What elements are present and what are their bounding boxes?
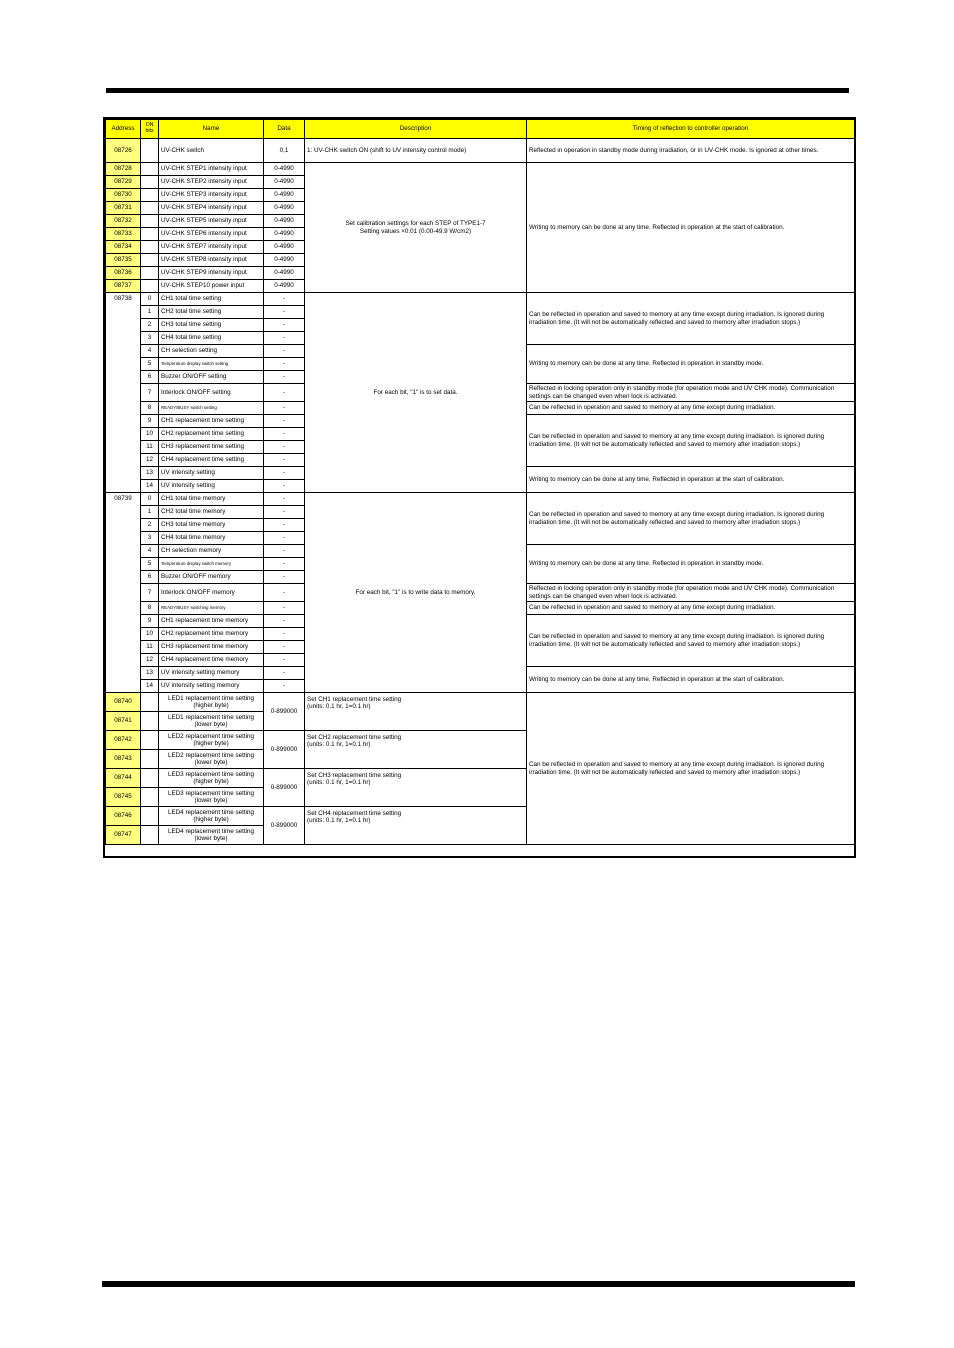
- data-cell: -: [264, 371, 305, 384]
- timing-cell: Writing to memory can be done at any time. Reflected in operation in standby mode.: [527, 545, 855, 584]
- bit-cell: 13: [141, 467, 159, 480]
- name-cell: CH3 total time memory: [159, 519, 264, 532]
- data-cell: -: [264, 602, 305, 615]
- data-cell: 0-4990: [264, 189, 305, 202]
- data-cell: -: [264, 628, 305, 641]
- name-cell-line: (lower byte): [194, 835, 228, 842]
- description-cell: 1: UV-CHK switch ON (shift to UV intensity control mode): [305, 139, 527, 163]
- name-cell-line: LED3 replacement time setting: [167, 789, 255, 797]
- data-cell: -: [264, 428, 305, 441]
- name-cell: CH3 total time setting: [159, 319, 264, 332]
- bit-cell: [141, 189, 159, 202]
- name-cell: CH2 total time memory: [159, 506, 264, 519]
- bit-cell: 6: [141, 371, 159, 384]
- top-rule: [106, 88, 849, 93]
- name-cell-line: LED2 replacement time setting: [167, 751, 255, 759]
- data-cell: 0,1: [264, 139, 305, 163]
- header-address: Address: [106, 120, 141, 139]
- description-cell: [305, 731, 527, 769]
- name-cell-line: LED2 replacement time setting: [167, 732, 255, 740]
- bit-cell: 9: [141, 415, 159, 428]
- name-cell-line: (lower byte): [194, 759, 228, 766]
- name-cell-line: (higher byte): [193, 740, 229, 747]
- bit-cell: [141, 750, 159, 769]
- bit-cell: 8: [141, 402, 159, 415]
- data-cell: -: [264, 519, 305, 532]
- table-row: [106, 163, 855, 176]
- name-cell-line: (lower byte): [194, 797, 228, 804]
- data-cell: -: [264, 306, 305, 319]
- bit-cell: 4: [141, 545, 159, 558]
- data-cell: -: [264, 545, 305, 558]
- timing-cell: Can be reflected in operation and saved to memory at any time except during irradiation. Is ignored during irradiation time. (It will not be automatically reflected and saved to memory after irradiation stops.): [527, 693, 855, 845]
- bit-cell: [141, 267, 159, 280]
- name-cell-line: LED1 replacement time setting: [167, 694, 255, 702]
- name-cell: UV intensity setting: [159, 467, 264, 480]
- address-cell: 08745: [106, 788, 141, 807]
- name-cell: CH2 replacement time memory: [159, 628, 264, 641]
- name-cell: CH1 replacement time setting: [159, 415, 264, 428]
- name-cell: CH1 total time setting: [159, 293, 264, 306]
- header-on-bits: ON bits: [141, 120, 159, 139]
- address-cell: 08747: [106, 826, 141, 845]
- bit-cell: 1: [141, 506, 159, 519]
- name-cell: CH2 replacement time setting: [159, 428, 264, 441]
- data-cell: -: [264, 441, 305, 454]
- name-cell: UV-CHK STEP3 intensity input: [159, 189, 264, 202]
- data-cell: -: [264, 402, 305, 415]
- bit-cell: [141, 163, 159, 176]
- name-cell-line: LED3 replacement time setting: [167, 770, 255, 778]
- bit-cell: 9: [141, 615, 159, 628]
- address-cell: 08738: [106, 293, 141, 493]
- name-cell: [159, 750, 264, 769]
- name-cell: [159, 769, 264, 788]
- bit-cell: 11: [141, 641, 159, 654]
- data-cell: -: [264, 358, 305, 371]
- header-description: Description: [305, 120, 527, 139]
- bottom-rule: [102, 1281, 855, 1287]
- bit-cell: [141, 826, 159, 845]
- bit-cell: 5: [141, 358, 159, 371]
- description-cell-line: Set calibration settings for each STEP of TYPE1-7: [345, 220, 486, 228]
- bit-cell: 11: [141, 441, 159, 454]
- description-cell-line: Set CH3 replacement time setting: [307, 772, 402, 779]
- name-cell: Buzzer ON/OFF memory: [159, 571, 264, 584]
- address-cell: 08741: [106, 712, 141, 731]
- description-cell: For each bit, "1" is to write data to memory.: [305, 493, 527, 693]
- name-cell-line: LED4 replacement time setting: [167, 827, 255, 835]
- data-cell: 0-899000: [264, 731, 305, 769]
- address-cell: 08728: [106, 163, 141, 176]
- name-cell-line: (higher byte): [193, 702, 229, 709]
- timing-cell: Can be reflected in operation and saved to memory at any time except during irradiation. Is ignored during irradiation time. (It will not be automatically reflected and saved to memory after irradiation stops.): [527, 415, 855, 467]
- header-name: Name: [159, 120, 264, 139]
- name-cell: [159, 826, 264, 845]
- name-cell: Temperature display switch memory: [159, 558, 264, 571]
- timing-cell: Writing to memory can be done at any time. Reflected in operation at the start of calibration.: [527, 667, 855, 693]
- data-cell: -: [264, 571, 305, 584]
- name-cell: [159, 712, 264, 731]
- bit-cell: [141, 788, 159, 807]
- name-cell: UV-CHK STEP4 intensity input: [159, 202, 264, 215]
- description-cell-line: Set CH1 replacement time setting: [307, 696, 402, 703]
- timing-cell: Can be reflected in operation and saved to memory at any time except during irradiation.: [527, 602, 855, 615]
- bit-cell: [141, 712, 159, 731]
- bit-cell: 14: [141, 680, 159, 693]
- data-cell: 0-4990: [264, 215, 305, 228]
- bit-cell: [141, 215, 159, 228]
- bit-cell: 0: [141, 293, 159, 306]
- address-cell: 08726: [106, 139, 141, 163]
- register-table-frame: [103, 117, 856, 858]
- bit-cell: 12: [141, 654, 159, 667]
- name-cell-line: (lower byte): [194, 721, 228, 728]
- description-cell: [305, 693, 527, 731]
- data-cell: -: [264, 480, 305, 493]
- name-cell: READY/BUSY switch setting: [159, 402, 264, 415]
- bit-cell: 6: [141, 571, 159, 584]
- name-cell: Temperature display switch setting: [159, 358, 264, 371]
- description-cell: [305, 769, 527, 807]
- bit-cell: 7: [141, 584, 159, 602]
- data-cell: 0-4990: [264, 254, 305, 267]
- description-cell-line: Set CH2 replacement time setting: [307, 734, 402, 741]
- data-cell: 0-4990: [264, 228, 305, 241]
- bit-cell: 3: [141, 332, 159, 345]
- address-cell: 08735: [106, 254, 141, 267]
- timing-cell: Reflected in operation in standby mode during irradiation, or in UV-CHK mode. Is ignored at other times.: [527, 139, 855, 163]
- bit-cell: 14: [141, 480, 159, 493]
- bit-cell: 4: [141, 345, 159, 358]
- data-cell: -: [264, 615, 305, 628]
- name-cell-line: (higher byte): [193, 816, 229, 823]
- name-cell: CH1 total time memory: [159, 493, 264, 506]
- name-cell: UV-CHK STEP5 intensity input: [159, 215, 264, 228]
- name-cell: CH4 total time setting: [159, 332, 264, 345]
- address-cell: 08742: [106, 731, 141, 750]
- timing-cell: Reflected in locking operation only in standby mode (for operation mode and UV CHK mode). Communication settings can be changed even when lock is activated.: [527, 384, 855, 402]
- name-cell: UV-CHK STEP10 power input: [159, 280, 264, 293]
- name-cell-line: LED1 replacement time setting: [167, 713, 255, 721]
- name-cell: Interlock ON/OFF setting: [159, 384, 264, 402]
- data-cell: 0-899000: [264, 693, 305, 731]
- name-cell: Interlock ON/OFF memory: [159, 584, 264, 602]
- data-cell: -: [264, 467, 305, 480]
- description-cell-line: Set CH4 replacement time setting: [307, 810, 402, 817]
- bit-cell: [141, 693, 159, 712]
- table-row: [106, 293, 855, 306]
- data-cell: -: [264, 454, 305, 467]
- bit-cell: [141, 731, 159, 750]
- name-cell: [159, 693, 264, 712]
- address-cell: 08740: [106, 693, 141, 712]
- timing-cell: Can be reflected in operation and saved to memory at any time except during irradiation. Is ignored during irradiation time. (It will not be automatically reflected and saved to memory after irradiation stops.): [527, 615, 855, 667]
- name-cell: CH4 replacement time setting: [159, 454, 264, 467]
- data-cell: 0-4990: [264, 241, 305, 254]
- bit-cell: 10: [141, 628, 159, 641]
- data-cell: -: [264, 654, 305, 667]
- name-cell: UV intensity setting memory: [159, 680, 264, 693]
- description-cell: For each bit, "1" is to set data.: [305, 293, 527, 493]
- table-row: [106, 693, 855, 712]
- name-cell: CH2 total time setting: [159, 306, 264, 319]
- data-cell: -: [264, 415, 305, 428]
- name-cell: UV-CHK switch: [159, 139, 264, 163]
- bit-cell: [141, 241, 159, 254]
- data-cell: -: [264, 558, 305, 571]
- description-cell-line: (units: 0.1 hr, 1=0.1 hr): [307, 703, 371, 711]
- header-row: [106, 120, 855, 139]
- data-cell: -: [264, 345, 305, 358]
- table-row: [106, 139, 855, 163]
- address-cell: 08746: [106, 807, 141, 826]
- bit-cell: 7: [141, 384, 159, 402]
- address-cell: 08732: [106, 215, 141, 228]
- timing-cell: Writing to memory can be done at any time. Reflected in operation at the start of calibration.: [527, 163, 855, 293]
- address-cell: 08739: [106, 493, 141, 693]
- timing-cell: Can be reflected in operation and saved to memory at any time except during irradiation. Is ignored during irradiation time. (It will not be automatically reflected and saved to memory after irradiation stops.): [527, 493, 855, 545]
- bit-cell: [141, 769, 159, 788]
- timing-cell: Can be reflected in operation and saved to memory at any time except during irradiation. Is ignored during irradiation time. (It will not be automatically reflected and saved to memory after irradiation stops.): [527, 293, 855, 345]
- data-cell: -: [264, 680, 305, 693]
- name-cell: CH selection setting: [159, 345, 264, 358]
- header-timing: Timing of reflection to controller operation: [527, 120, 855, 139]
- name-cell: UV-CHK STEP7 intensity input: [159, 241, 264, 254]
- data-cell: 0-4990: [264, 267, 305, 280]
- bit-cell: [141, 228, 159, 241]
- bit-cell: 12: [141, 454, 159, 467]
- data-cell: 0-4990: [264, 202, 305, 215]
- data-cell: -: [264, 493, 305, 506]
- table-row: [106, 493, 855, 506]
- bit-cell: 0: [141, 493, 159, 506]
- bit-cell: [141, 139, 159, 163]
- register-table: [105, 119, 855, 845]
- timing-cell: Writing to memory can be done at any time. Reflected in operation in standby mode.: [527, 345, 855, 384]
- name-cell: CH4 replacement time memory: [159, 654, 264, 667]
- name-cell: UV-CHK STEP1 intensity input: [159, 163, 264, 176]
- data-cell: 0-4990: [264, 280, 305, 293]
- bit-cell: 1: [141, 306, 159, 319]
- bit-cell: [141, 807, 159, 826]
- data-cell: -: [264, 506, 305, 519]
- data-cell: 0-4990: [264, 176, 305, 189]
- address-cell: 08744: [106, 769, 141, 788]
- data-cell: -: [264, 293, 305, 306]
- description-cell: [305, 807, 527, 845]
- bit-cell: 2: [141, 319, 159, 332]
- description-cell-line: (units: 0.1 hr, 1=0.1 hr): [307, 817, 371, 825]
- name-cell-line: (higher byte): [193, 778, 229, 785]
- name-cell: UV intensity setting: [159, 480, 264, 493]
- bit-cell: [141, 254, 159, 267]
- bit-cell: 5: [141, 558, 159, 571]
- bit-cell: 8: [141, 602, 159, 615]
- name-cell: CH3 replacement time memory: [159, 641, 264, 654]
- bit-cell: 2: [141, 519, 159, 532]
- address-cell: 08730: [106, 189, 141, 202]
- name-cell: UV-CHK STEP8 intensity input: [159, 254, 264, 267]
- name-cell: UV intensity setting memory: [159, 667, 264, 680]
- data-cell: -: [264, 384, 305, 402]
- description-cell-line: Setting values ×0.01 (0.00-49.9 W/cm2): [359, 227, 472, 235]
- timing-cell: Writing to memory can be done at any time. Reflected in operation at the start of calibration.: [527, 467, 855, 493]
- name-cell: Buzzer ON/OFF setting: [159, 371, 264, 384]
- data-cell: -: [264, 332, 305, 345]
- address-cell: 08736: [106, 267, 141, 280]
- name-cell: UV-CHK STEP6 intensity input: [159, 228, 264, 241]
- name-cell: [159, 807, 264, 826]
- bit-cell: 13: [141, 667, 159, 680]
- bit-cell: 10: [141, 428, 159, 441]
- data-cell: -: [264, 319, 305, 332]
- name-cell: UV-CHK STEP2 intensity input: [159, 176, 264, 189]
- address-cell: 08737: [106, 280, 141, 293]
- data-cell: 0-899000: [264, 807, 305, 845]
- address-cell: 08733: [106, 228, 141, 241]
- description-cell: [305, 163, 527, 293]
- data-cell: -: [264, 584, 305, 602]
- data-cell: -: [264, 641, 305, 654]
- address-cell: 08743: [106, 750, 141, 769]
- bit-cell: [141, 202, 159, 215]
- bit-cell: [141, 176, 159, 189]
- data-cell: -: [264, 532, 305, 545]
- name-cell: CH3 replacement time setting: [159, 441, 264, 454]
- address-cell: 08729: [106, 176, 141, 189]
- data-cell: 0-899000: [264, 769, 305, 807]
- name-cell: UV-CHK STEP9 intensity input: [159, 267, 264, 280]
- name-cell: [159, 731, 264, 750]
- address-cell: 08731: [106, 202, 141, 215]
- description-cell-line: (units: 0.1 hr, 1=0.1 hr): [307, 779, 371, 787]
- address-cell: 08734: [106, 241, 141, 254]
- data-cell: 0-4990: [264, 163, 305, 176]
- data-cell: -: [264, 667, 305, 680]
- name-cell: CH selection memory: [159, 545, 264, 558]
- name-cell: READY/BUSY switching memory: [159, 602, 264, 615]
- name-cell-line: LED4 replacement time setting: [167, 808, 255, 816]
- timing-cell: Reflected in locking operation only in standby mode (for operation mode and UV CHK mode). Communication settings can be changed even when lock is activated.: [527, 584, 855, 602]
- name-cell: CH4 total time memory: [159, 532, 264, 545]
- name-cell: [159, 788, 264, 807]
- name-cell: CH1 replacement time memory: [159, 615, 264, 628]
- bit-cell: 3: [141, 532, 159, 545]
- description-cell-line: (units: 0.1 hr, 1=0.1 hr): [307, 741, 371, 749]
- bit-cell: [141, 280, 159, 293]
- timing-cell: Can be reflected in operation and saved to memory at any time except during irradiation.: [527, 402, 855, 415]
- header-data: Data: [264, 120, 305, 139]
